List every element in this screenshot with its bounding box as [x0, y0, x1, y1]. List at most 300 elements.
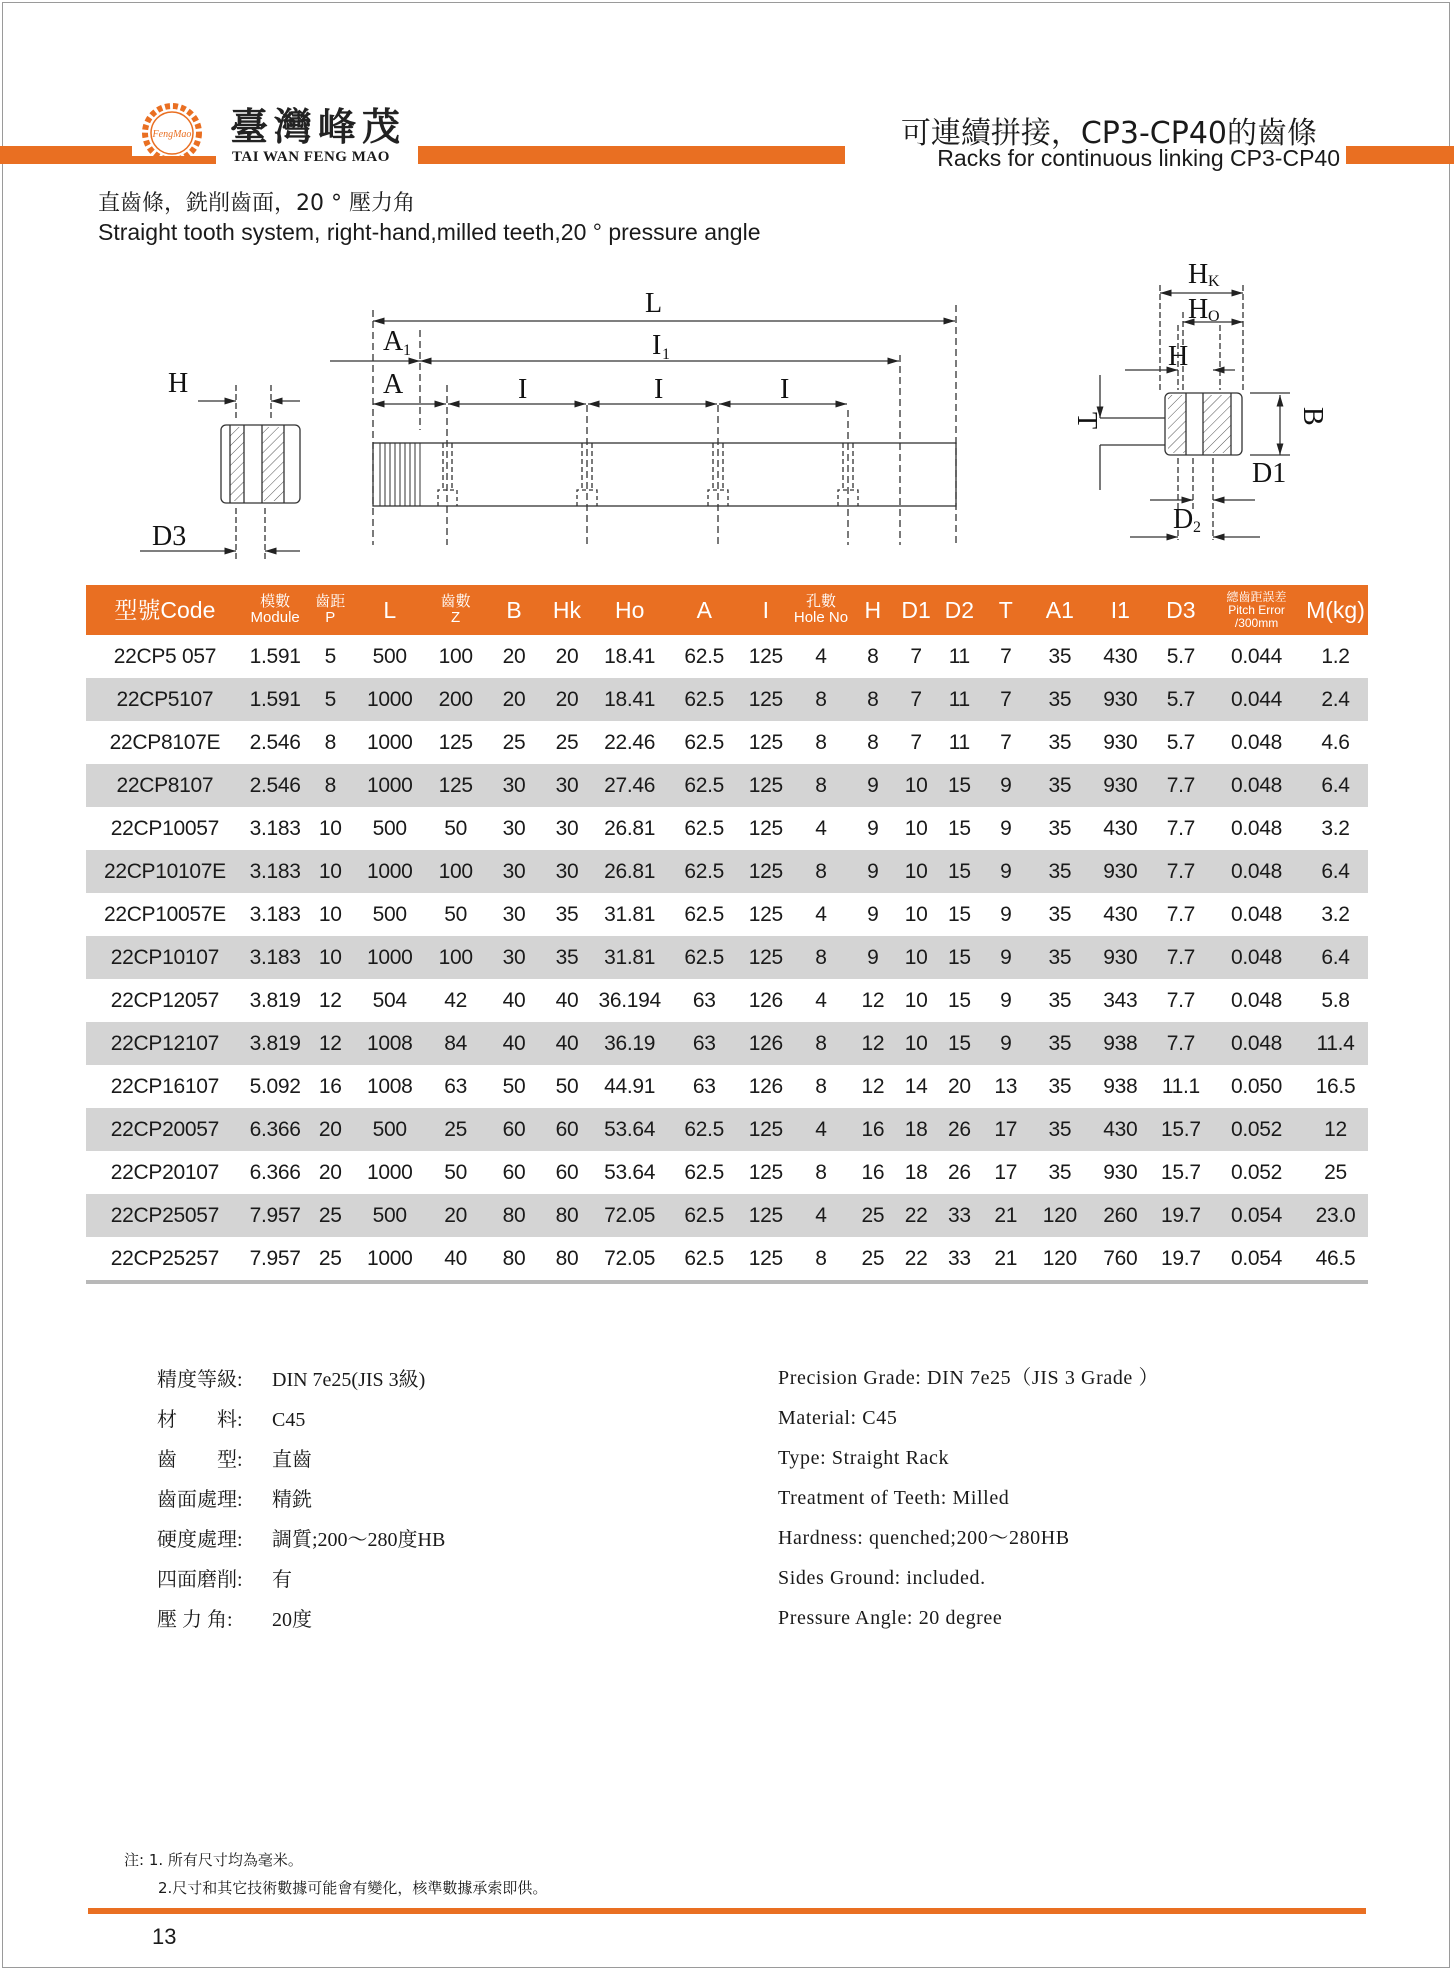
subtitle-cn: 直齒條，銑削齒面，20 ° 壓力角 [98, 191, 415, 216]
col-D2: D2 [938, 585, 981, 635]
table-cell: 504 [372, 988, 407, 1012]
dim-label-I-2: I [654, 374, 664, 405]
table-cell: 9 [851, 764, 894, 807]
table-cell: 22CP16107 [110, 1074, 220, 1098]
table-cell: 10 [307, 850, 355, 893]
table-cell: 36.194 [598, 988, 661, 1012]
prop-cn-row: 齒面處理: 精銑 [157, 1489, 312, 1511]
rack-spec-table [86, 585, 1368, 1284]
table-cell: 50 [444, 1160, 468, 1184]
table-cell: 5.092 [249, 1074, 301, 1098]
table-cell: 9 [851, 850, 894, 893]
table-cell: 8 [791, 1022, 852, 1065]
table-cell: 26 [938, 1108, 981, 1151]
table-row [86, 1194, 1368, 1237]
table-cell: 46.5 [1303, 1237, 1368, 1282]
table-cell: 430 [1089, 1108, 1152, 1151]
prop-en-row: Type: Straight Rack [778, 1447, 950, 1469]
col-B: B [486, 585, 542, 635]
table-cell: 80 [542, 1237, 592, 1282]
table-cell: 8 [867, 644, 879, 668]
table-cell: 125 [741, 850, 791, 893]
table-cell: 7 [1000, 730, 1012, 754]
col-Ho: Ho [592, 585, 668, 635]
table-cell: 125 [741, 1237, 791, 1282]
table-cell: 125 [741, 764, 791, 807]
table-cell: 22CP25257 [86, 1237, 244, 1282]
dim-label-D1: D1 [1252, 458, 1287, 489]
table-cell: 0.052 [1210, 1108, 1303, 1151]
table-cell: 120 [1031, 1237, 1089, 1282]
table-cell: 8 [791, 850, 852, 893]
table-cell: 10 [894, 1022, 937, 1065]
table-cell: 25 [307, 1237, 355, 1282]
table-cell: 18 [904, 1160, 928, 1184]
table-cell: 8 [851, 678, 894, 721]
table-cell: 63 [692, 988, 716, 1012]
table-cell: 500 [372, 644, 407, 668]
table-cell: 12 [851, 1022, 894, 1065]
dim-label-D2: D [1173, 504, 1194, 535]
table-cell: 0.054 [1210, 1237, 1303, 1282]
table-cell: 7 [894, 678, 937, 721]
table-cell: 4 [815, 902, 827, 926]
footnotes [124, 1846, 547, 1902]
table-cell: 35 [1031, 850, 1089, 893]
dim-label-Hk: H [1188, 259, 1209, 290]
table-cell: 18.41 [592, 678, 668, 721]
table-cell: 1000 [354, 678, 425, 721]
table-cell: 8 [867, 730, 879, 754]
table-cell: 22CP12107 [86, 1022, 244, 1065]
col-A1: A1 [1031, 585, 1089, 635]
table-cell: 15 [947, 988, 971, 1012]
table-cell: 16.5 [1315, 1074, 1356, 1098]
dim-label-A1: A [383, 326, 404, 357]
table-cell: 930 [1103, 1160, 1138, 1184]
table-cell: 15.7 [1152, 1108, 1210, 1151]
table-cell: 15 [938, 764, 981, 807]
table-row [86, 678, 1368, 721]
table-cell: 30 [555, 816, 579, 840]
header-bar-left [0, 146, 132, 164]
table-cell: 3.183 [249, 902, 301, 926]
table-cell: 9 [981, 936, 1031, 979]
table-cell: 6.4 [1303, 850, 1368, 893]
table-cell: 25 [851, 1194, 894, 1237]
table-cell: 22CP20057 [86, 1108, 244, 1151]
col-pitch-error: 總齒距誤差 Pitch Error /300mm [1210, 585, 1303, 635]
table-cell: 36.19 [592, 1022, 668, 1065]
table-cell: 80 [542, 1194, 592, 1237]
table-cell: 500 [372, 816, 407, 840]
table-cell: 22CP8107E [109, 730, 221, 754]
table-cell: 62.5 [667, 1108, 741, 1151]
table-cell: 3.183 [244, 850, 307, 893]
table-cell: 200 [425, 678, 486, 721]
table-cell: 0.054 [1210, 1194, 1303, 1237]
table-cell: 2.546 [244, 764, 307, 807]
col-L: L [354, 585, 425, 635]
dim-label-L: L [645, 288, 663, 319]
table-cell: 35 [1048, 1074, 1072, 1098]
table-header-row [86, 585, 1368, 635]
table-cell: 13 [994, 1074, 1018, 1098]
svg-text:K: K [1208, 273, 1220, 290]
table-cell: 500 [372, 902, 407, 926]
table-cell: 430 [1103, 644, 1138, 668]
prop-cn-row: 硬度處理: 調質;200～280度HB [157, 1529, 446, 1551]
table-cell: 20 [307, 1108, 355, 1151]
page-title-en: Racks for continuous linking CP3-CP40 [937, 145, 1340, 171]
col-T: T [981, 585, 1031, 635]
note-line-2: 2.尺寸和其它技術數據可能會有變化，核準數據承索即供。 [158, 1879, 548, 1897]
table-cell: 343 [1103, 988, 1138, 1012]
table-cell: 12 [1303, 1108, 1368, 1151]
table-cell: 31.81 [604, 902, 656, 926]
table-cell: 62.5 [667, 764, 741, 807]
table-cell: 9 [867, 902, 879, 926]
table-cell: 16 [861, 1160, 885, 1184]
table-cell: 40 [542, 1022, 592, 1065]
table-cell: 30 [502, 816, 526, 840]
table-cell: 12 [861, 988, 885, 1012]
table-cell: 72.05 [592, 1237, 668, 1282]
table-cell: 62.5 [667, 1194, 741, 1237]
table-cell: 8 [324, 730, 336, 754]
table-cell: 50 [444, 902, 468, 926]
dim-label-I-3: I [780, 374, 790, 405]
table-cell: 22CP10107E [86, 850, 244, 893]
properties-cn [157, 1360, 445, 1640]
table-cell: 930 [1103, 730, 1138, 754]
company-logo [132, 100, 216, 170]
dim-label-T: T [1071, 412, 1102, 430]
table-cell: 7.7 [1152, 1022, 1210, 1065]
table-cell: 20 [947, 1074, 971, 1098]
table-cell: 35 [1031, 1022, 1089, 1065]
table-cell: 1.591 [249, 644, 301, 668]
table-cell: 60 [542, 1108, 592, 1151]
table-cell: 35 [1048, 644, 1072, 668]
table-cell: 35 [1031, 1108, 1089, 1151]
table-cell: 50 [502, 1074, 526, 1098]
dim-label-D3: D3 [152, 521, 187, 552]
table-cell: 100 [425, 936, 486, 979]
table-cell: 26.81 [592, 850, 668, 893]
table-cell: 12 [318, 988, 342, 1012]
table-cell: 15.7 [1161, 1160, 1201, 1184]
col-A: A [667, 585, 741, 635]
table-cell: 15 [938, 1022, 981, 1065]
table-cell: 15 [947, 902, 971, 926]
table-row [86, 807, 1368, 850]
table-row [86, 1108, 1368, 1151]
table-cell: 3.2 [1321, 902, 1350, 926]
table-cell: 500 [354, 1108, 425, 1151]
table-cell: 21 [981, 1194, 1031, 1237]
svg-text:1: 1 [662, 346, 670, 363]
table-cell: 27.46 [592, 764, 668, 807]
table-cell: 0.048 [1210, 764, 1303, 807]
col-H: H [851, 585, 894, 635]
table-cell: 22CP5 057 [113, 644, 217, 668]
footer-bar [88, 1908, 1366, 1914]
table-cell: 53.64 [604, 1160, 656, 1184]
table-cell: 1000 [366, 1160, 413, 1184]
table-row [86, 721, 1368, 764]
table-cell: 7.957 [244, 1237, 307, 1282]
table-cell: 40 [502, 988, 526, 1012]
table-cell: 125 [748, 1160, 783, 1184]
table-cell: 22CP5107 [86, 678, 244, 721]
table-cell: 62.5 [684, 730, 725, 754]
table-cell: 40 [425, 1237, 486, 1282]
rack-technical-drawing [0, 250, 1454, 560]
table-cell: 125 [741, 936, 791, 979]
table-cell: 7 [910, 730, 922, 754]
table-cell: 930 [1089, 850, 1152, 893]
table-cell: 63 [444, 1074, 468, 1098]
prop-cn-row: 壓 力 角: 20度 [157, 1609, 312, 1631]
dim-label-I1: I [652, 330, 662, 361]
table-cell: 35 [1048, 988, 1072, 1012]
table-cell: 430 [1103, 816, 1138, 840]
table-cell: 7.7 [1166, 988, 1196, 1012]
table-cell: 120 [1031, 1194, 1089, 1237]
table-cell: 22 [894, 1194, 937, 1237]
table-cell: 0.048 [1231, 988, 1283, 1012]
table-cell: 9 [981, 764, 1031, 807]
table-cell: 125 [438, 730, 473, 754]
table-cell: 760 [1089, 1237, 1152, 1282]
table-cell: 938 [1103, 1074, 1138, 1098]
table-cell: 30 [486, 936, 542, 979]
table-cell: 4 [815, 816, 827, 840]
table-cell: 62.5 [667, 850, 741, 893]
table-cell: 260 [1089, 1194, 1152, 1237]
table-cell: 16 [851, 1108, 894, 1151]
table-cell: 23.0 [1303, 1194, 1368, 1237]
table-cell: 35 [542, 936, 592, 979]
table-cell: 31.81 [592, 936, 668, 979]
table-cell: 8 [815, 1074, 827, 1098]
prop-cn-row: 齒 型: 直齒 [157, 1449, 312, 1471]
table-cell: 60 [555, 1160, 579, 1184]
table-cell: 9 [851, 936, 894, 979]
table-cell: 10 [894, 850, 937, 893]
table-cell: 8 [791, 936, 852, 979]
header-bar-right [1346, 146, 1454, 164]
table-cell: 63 [692, 1074, 716, 1098]
col-pitch: 齒距 P [307, 585, 355, 635]
table-cell: 938 [1089, 1022, 1152, 1065]
table-cell: 4 [815, 988, 827, 1012]
table-cell: 125 [748, 902, 783, 926]
table-cell: 6.366 [244, 1108, 307, 1151]
prop-en-row: Pressure Angle: 20 degree [778, 1607, 1003, 1629]
table-cell: 25 [425, 1108, 486, 1151]
table-cell: 22CP25057 [86, 1194, 244, 1237]
table-cell: 19.7 [1152, 1237, 1210, 1282]
table-cell: 19.7 [1152, 1194, 1210, 1237]
table-cell: 9 [1000, 816, 1012, 840]
svg-text:2: 2 [1193, 519, 1201, 536]
table-cell: 1000 [354, 936, 425, 979]
table-cell: 8 [815, 730, 827, 754]
table-cell: 11.4 [1303, 1022, 1368, 1065]
table-cell: 126 [748, 988, 783, 1012]
table-cell: 30 [542, 850, 592, 893]
table-row [86, 1237, 1368, 1282]
table-cell: 7 [910, 644, 922, 668]
table-cell: 1000 [354, 764, 425, 807]
table-cell: 5.7 [1166, 730, 1196, 754]
table-cell: 25 [502, 730, 526, 754]
table-cell: 33 [938, 1194, 981, 1237]
dim-label-I-1: I [518, 374, 528, 405]
table-row [86, 936, 1368, 979]
table-cell: 84 [425, 1022, 486, 1065]
table-cell: 0.048 [1210, 936, 1303, 979]
table-cell: 25 [851, 1237, 894, 1282]
table-cell: 1008 [366, 1074, 413, 1098]
table-cell: 62.5 [667, 1237, 741, 1282]
rack-front-view [330, 305, 956, 545]
properties-en [778, 1358, 1159, 1638]
page-number: 13 [152, 1924, 177, 1949]
table-cell: 0.048 [1231, 730, 1283, 754]
table-cell: 40 [486, 1022, 542, 1065]
table-cell: 3.183 [244, 936, 307, 979]
table-cell: 11 [948, 644, 970, 668]
table-cell: 22CP12057 [110, 988, 220, 1012]
table-cell: 6.4 [1303, 764, 1368, 807]
table-cell: 22CP8107 [86, 764, 244, 807]
table-cell: 125 [748, 644, 783, 668]
table-cell: 3.2 [1321, 816, 1350, 840]
svg-text:FengMao: FengMao [152, 129, 192, 140]
table-cell: 500 [354, 1194, 425, 1237]
table-cell: 17 [994, 1160, 1018, 1184]
prop-en-row: Treatment of Teeth: Milled [778, 1487, 1010, 1509]
table-row [86, 850, 1368, 893]
table-cell: 5.7 [1152, 678, 1210, 721]
table-cell: 0.048 [1210, 850, 1303, 893]
table-cell: 5 [307, 678, 355, 721]
table-cell: 126 [741, 1022, 791, 1065]
table-cell: 6.366 [249, 1160, 301, 1184]
table-cell: 35 [1031, 936, 1089, 979]
table-cell: 7 [1000, 644, 1012, 668]
table-cell: 8 [791, 678, 852, 721]
table-cell: 40 [555, 988, 579, 1012]
table-cell: 10 [894, 936, 937, 979]
table-cell: 1000 [354, 1237, 425, 1282]
table-row [86, 893, 1368, 936]
page-title-cn: 可連續拼接，CP3-CP40的齒條 [900, 116, 1317, 151]
table-cell: 0.048 [1231, 816, 1283, 840]
dim-label-H-right: H [1168, 341, 1189, 372]
table-cell: 2.546 [249, 730, 301, 754]
table-row [86, 764, 1368, 807]
table-cell: 3.183 [249, 816, 301, 840]
table-cell: 5.8 [1321, 988, 1350, 1012]
table-cell: 10 [894, 764, 937, 807]
table-cell: 62.5 [684, 816, 725, 840]
table-cell: 35 [1048, 816, 1072, 840]
table-cell: 18.41 [604, 644, 656, 668]
table-cell: 62.5 [684, 1160, 725, 1184]
table-cell: 22.46 [604, 730, 656, 754]
table-cell: 53.64 [592, 1108, 668, 1151]
table-cell: 21 [981, 1237, 1031, 1282]
table-cell: 100 [438, 644, 473, 668]
table-cell: 7.7 [1152, 936, 1210, 979]
table-cell: 125 [741, 1108, 791, 1151]
table-cell: 5 [324, 644, 336, 668]
table-cell: 15 [938, 850, 981, 893]
table-cell: 8 [791, 1237, 852, 1282]
table-cell: 80 [486, 1237, 542, 1282]
prop-cn-row: 材 料: C45 [157, 1409, 306, 1431]
col-module: 模數 Module [244, 585, 307, 635]
table-cell: 1.591 [244, 678, 307, 721]
table-cell: 9 [1000, 988, 1012, 1012]
table-cell: 18 [894, 1108, 937, 1151]
table-cell: 0.044 [1210, 678, 1303, 721]
table-cell: 0.048 [1231, 902, 1283, 926]
table-cell: 20 [425, 1194, 486, 1237]
table-cell: 60 [486, 1108, 542, 1151]
table-cell: 125 [425, 764, 486, 807]
prop-cn-row: 精度等級: DIN 7e25(JIS 3級) [157, 1369, 426, 1391]
table-cell: 20 [318, 1160, 342, 1184]
table-cell: 4 [815, 644, 827, 668]
table-cell: 125 [741, 1194, 791, 1237]
table-cell: 22CP10107 [86, 936, 244, 979]
table-cell: 3.819 [244, 1022, 307, 1065]
brand-name-cn: 臺灣峰茂 [230, 104, 407, 149]
table-cell: 62.5 [667, 678, 741, 721]
table-cell: 20 [555, 644, 579, 668]
table-cell: 0.044 [1231, 644, 1283, 668]
table-cell: 2.4 [1303, 678, 1368, 721]
table-cell: 7.7 [1152, 764, 1210, 807]
table-cell: 8 [791, 764, 852, 807]
table-cell: 30 [486, 850, 542, 893]
table-cell: 9 [867, 816, 879, 840]
table-cell: 7 [981, 678, 1031, 721]
table-cell: 16 [318, 1074, 342, 1098]
table-cell: 35 [1048, 1160, 1072, 1184]
table-cell: 10 [318, 816, 342, 840]
table-cell: 50 [555, 1074, 579, 1098]
table-cell: 1000 [354, 850, 425, 893]
table-cell: 125 [741, 678, 791, 721]
table-row [86, 979, 1368, 1022]
table-cell: 22CP20107 [110, 1160, 220, 1184]
table-cell: 26 [947, 1160, 971, 1184]
note-line-1: 注: 1. 所有尺寸均為毫米。 [124, 1851, 303, 1869]
col-I: I [741, 585, 791, 635]
prop-en-row: Material: C45 [778, 1407, 898, 1429]
col-teeth: 齒數 Z [425, 585, 486, 635]
table-cell: 10 [904, 902, 928, 926]
table-cell: 430 [1103, 902, 1138, 926]
table-row [86, 1065, 1368, 1108]
table-cell: 0.050 [1231, 1074, 1283, 1098]
